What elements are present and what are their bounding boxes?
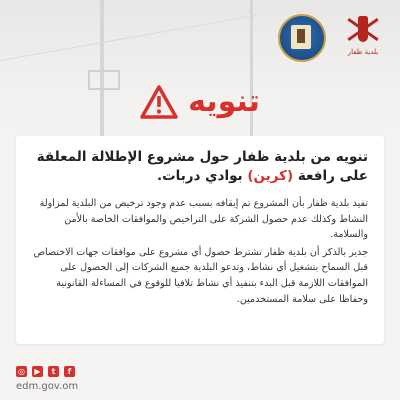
page-title: تنويه <box>188 84 260 119</box>
twitter-icon[interactable]: t <box>48 366 59 377</box>
website-link[interactable]: edm.gov.om <box>16 381 79 392</box>
headline <box>0 84 400 119</box>
instagram-icon[interactable]: ◎ <box>16 366 27 377</box>
footer <box>16 366 78 392</box>
crane-cable <box>250 0 253 150</box>
municipality-seal-icon <box>278 14 326 62</box>
logo-caption: بلدية ظفار <box>347 48 379 56</box>
social-links <box>16 366 78 377</box>
youtube-icon[interactable]: ▶ <box>32 366 43 377</box>
notice-paragraph-2: جدير بالذكر أن بلدية ظفار تشترط حصول أي مشروع على موافقات جهات الاختصاص قبل السماح بتشغيل أي نشاط، وتدعو البلدية جميع الشركات إلى الحصول على الموافقات اللازمة قبل البدء بتنفيذ أي نشاط تلافيا للوقوع في المساءلة القانونية وحفاظا على سلامة المستخدمين. <box>33 246 368 305</box>
subtitle-highlight: (كرين) <box>247 168 294 184</box>
subtitle-text: تنويه من بلدية ظفار حول مشروع الإطلالة المعلقة على رافعة <box>36 149 368 184</box>
crane-arm <box>0 15 256 61</box>
notice-card <box>16 136 384 344</box>
facebook-icon[interactable]: f <box>64 366 75 377</box>
logos <box>278 14 386 62</box>
warning-icon <box>140 85 178 119</box>
notice-subtitle <box>32 148 368 186</box>
oman-emblem-icon <box>340 14 386 62</box>
subtitle-text-end: بوادي دربات. <box>156 168 243 184</box>
notice-paragraph-1: تفيد بلدية ظفار بأن المشروع تم إيقافه بسبب عدم وجود ترخيص من البلدية لمزاولة النشاط وكذلك عدم حصول الشركة على التراخيص والموافقات الخاصة بالأمن والسلامة. <box>39 198 368 241</box>
